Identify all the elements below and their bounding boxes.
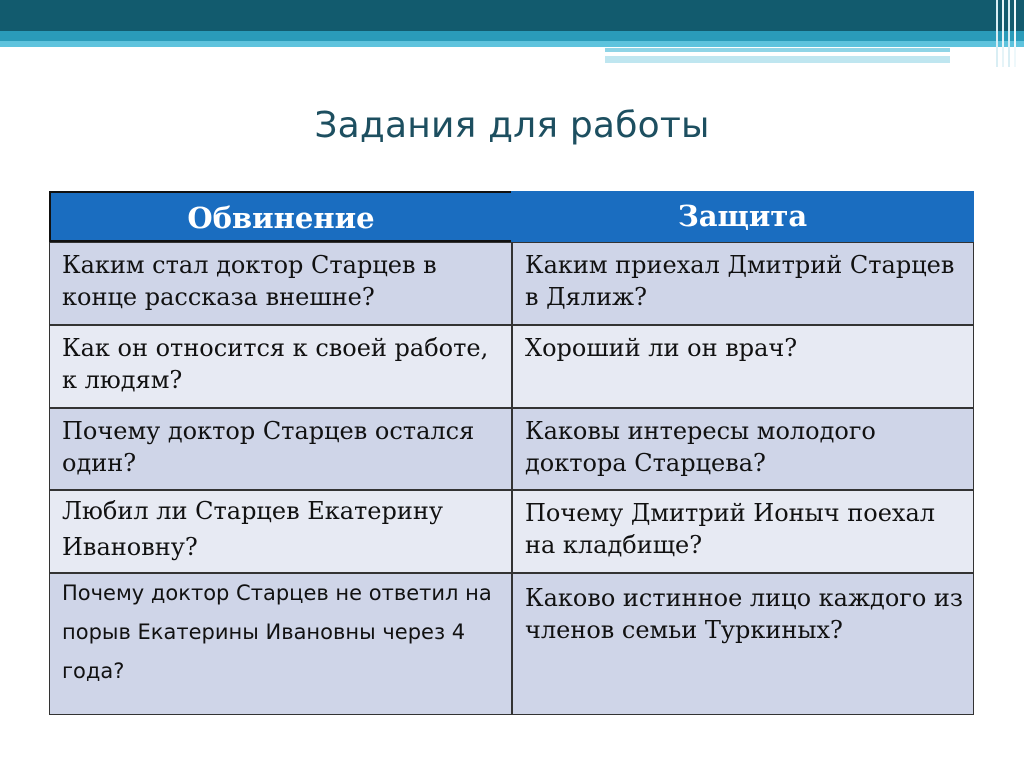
table-cell-accusation: Любил ли Старцев Екатерину Ивановну? xyxy=(49,490,512,573)
decor-stripe xyxy=(996,0,998,67)
slide-title: Задания для работы xyxy=(314,105,710,146)
decor-stripe xyxy=(1002,0,1004,67)
table-cell-accusation: Почему доктор Старцев не ответил на порыв Екатерины Ивановны через 4 года? xyxy=(49,573,512,715)
table-cell-accusation: Как он относится к своей работе, к людям? xyxy=(49,325,512,408)
header-band-thin xyxy=(605,48,950,52)
header-band-light xyxy=(0,41,1024,47)
header-band-thin-light xyxy=(605,56,950,63)
header-accusation: Обвинение xyxy=(49,191,511,242)
tasks-table xyxy=(49,191,974,715)
table-cell-accusation: Каким стал доктор Старцев в конце рассказа внешне? xyxy=(49,242,512,325)
table-cell-defense: Почему Дмитрий Ионыч поехал на кладбище? xyxy=(512,490,974,573)
header-band-mid xyxy=(0,31,1024,41)
table-cell-defense: Каково истинное лицо каждого из членов семьи Туркиных? xyxy=(512,573,974,715)
header-band-dark xyxy=(0,0,1024,31)
header-defense: Защита xyxy=(511,191,974,242)
table-cell-defense: Каковы интересы молодого доктора Старцева? xyxy=(512,408,974,490)
decor-stripe xyxy=(1008,0,1010,67)
table-cell-accusation: Почему доктор Старцев остался один? xyxy=(49,408,512,490)
table-cell-defense: Каким приехал Дмитрий Старцев в Дялиж? xyxy=(512,242,974,325)
decor-stripe xyxy=(1014,0,1016,67)
table-cell-defense: Хороший ли он врач? xyxy=(512,325,974,408)
